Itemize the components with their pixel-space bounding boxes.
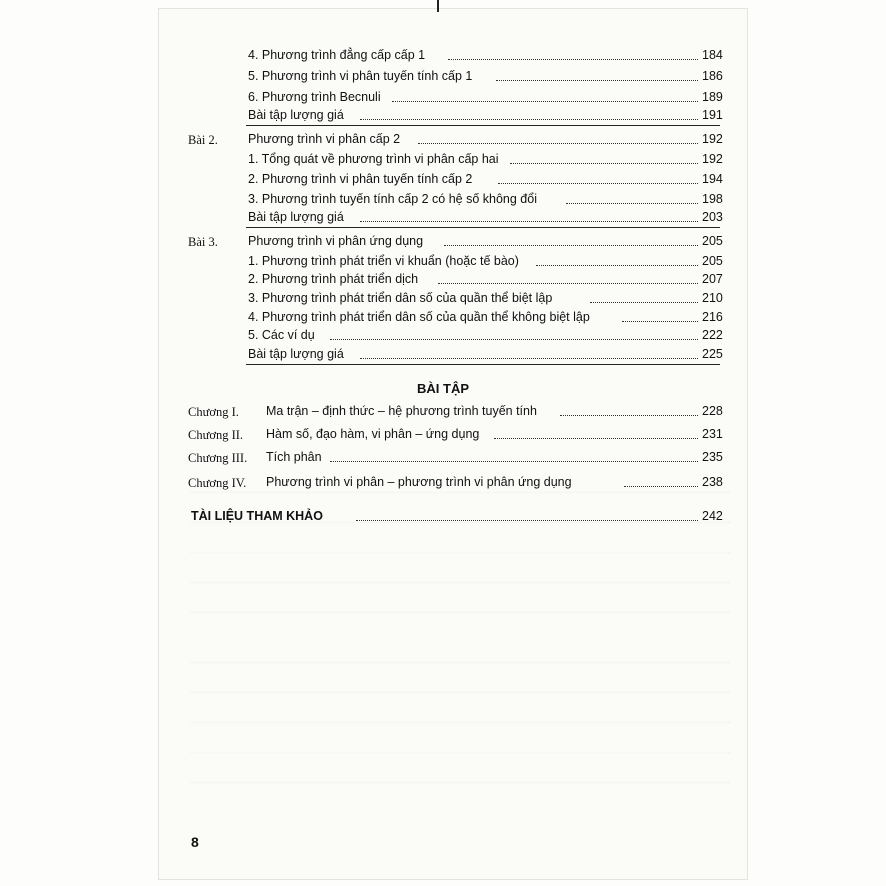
entry-title: Bài tập lượng giá [248,108,344,122]
separator-line [246,364,720,365]
references-page: 242 [702,509,723,523]
entry-page: 203 [702,210,723,224]
entry-page: 192 [702,152,723,166]
chapter-page: 231 [702,427,723,441]
leader-dots [496,80,698,81]
entry-page: 191 [702,108,723,122]
entry-page: 184 [702,48,723,62]
entry-page: 194 [702,172,723,186]
chapter-label: Chương I. [188,405,239,419]
entry-page: 205 [702,234,723,248]
leader-dots [622,321,698,322]
entry-title: 5. Các ví dụ [248,328,315,342]
leader-dots [438,283,698,284]
leader-dots [418,143,698,144]
entry-title: 1. Tổng quát về phương trình vi phân cấp hai [248,152,499,166]
entry-title: 3. Phương trình phát triển dân số của quần thể biệt lập [248,291,553,305]
chapter-title: Hàm số, đạo hàm, vi phân – ứng dụng [266,427,480,441]
entry-title: 3. Phương trình tuyến tính cấp 2 có hệ số không đổi [248,192,537,206]
toc-entry[interactable] [0,190,886,210]
entry-title: Phương trình vi phân cấp 2 [248,132,401,146]
chapter-title: Phương trình vi phân – phương trình vi phân ứng dụng [266,475,572,489]
leader-dots [566,203,698,204]
separator-line [246,227,720,228]
toc-entry[interactable] [0,46,886,66]
toc-chapter[interactable] [0,402,886,422]
toc-entry[interactable] [0,252,886,272]
entry-page: 210 [702,291,723,305]
leader-dots [330,461,698,462]
toc-entry[interactable] [0,170,886,190]
lesson-label: Bài 2. [188,133,218,147]
toc-references[interactable] [0,507,886,527]
entry-title: 2. Phương trình vi phân tuyến tính cấp 2 [248,172,473,186]
toc-lesson[interactable] [0,232,886,252]
leader-dots [624,486,698,487]
entry-page: 207 [702,272,723,286]
separator-line [246,125,720,126]
leader-dots [498,183,698,184]
toc-entry[interactable] [0,326,886,346]
chapter-page: 235 [702,450,723,464]
chapter-label: Chương II. [188,428,244,442]
toc-entry[interactable] [0,150,886,170]
entry-title: 5. Phương trình vi phân tuyến tính cấp 1 [248,69,473,83]
leader-dots [444,245,698,246]
chapter-title: Ma trận – định thức – hệ phương trình tuyến tính [266,404,537,418]
toc-chapter[interactable] [0,473,886,493]
entry-title: 1. Phương trình phát triển vi khuẩn (hoặc tế bào) [248,254,519,268]
entry-page: 186 [702,69,723,83]
leader-dots [510,163,698,164]
lesson-label: Bài 3. [188,235,218,249]
leader-dots [360,358,698,359]
chapter-label: Chương IV. [188,476,247,490]
entry-title: 6. Phương trình Becnuli [248,90,381,104]
leader-dots [360,221,698,222]
entry-page: 198 [702,192,723,206]
toc-entry[interactable] [0,88,886,108]
entry-page: 189 [702,90,723,104]
leader-dots [560,415,698,416]
staple-mark [437,0,439,12]
entry-title: 4. Phương trình phát triển dân số của quần thể không biệt lập [248,310,590,324]
chapter-page: 238 [702,475,723,489]
toc-entry[interactable] [0,106,886,126]
chapter-page: 228 [702,404,723,418]
toc-entry[interactable] [0,270,886,290]
toc-entry[interactable] [0,308,886,328]
entry-title: 4. Phương trình đẳng cấp cấp 1 [248,48,426,62]
toc-chapter[interactable] [0,448,886,468]
leader-dots [330,339,698,340]
leader-dots [448,59,698,60]
leader-dots [494,438,698,439]
section-heading: BÀI TẬP [417,381,469,396]
chapter-label: Chương III. [188,451,248,465]
leader-dots [536,265,698,266]
leader-dots [392,101,698,102]
entry-title: Bài tập lượng giá [248,347,344,361]
toc-entry[interactable] [0,208,886,228]
entry-title: Phương trình vi phân ứng dụng [248,234,424,248]
entry-page: 205 [702,254,723,268]
entry-page: 222 [702,328,723,342]
references-title: TÀI LIỆU THAM KHẢO [191,509,323,523]
entry-title: Bài tập lượng giá [248,210,344,224]
toc-entry[interactable] [0,289,886,309]
toc-entry[interactable] [0,345,886,365]
entry-page: 225 [702,347,723,361]
toc-entry[interactable] [0,67,886,87]
page-number: 8 [191,834,199,850]
entry-page: 192 [702,132,723,146]
leader-dots [590,302,698,303]
entry-title: 2. Phương trình phát triển dịch [248,272,419,286]
leader-dots [356,520,698,521]
chapter-title: Tích phân [266,450,322,464]
entry-page: 216 [702,310,723,324]
leader-dots [360,119,698,120]
toc-lesson[interactable] [0,130,886,150]
toc-chapter[interactable] [0,425,886,445]
